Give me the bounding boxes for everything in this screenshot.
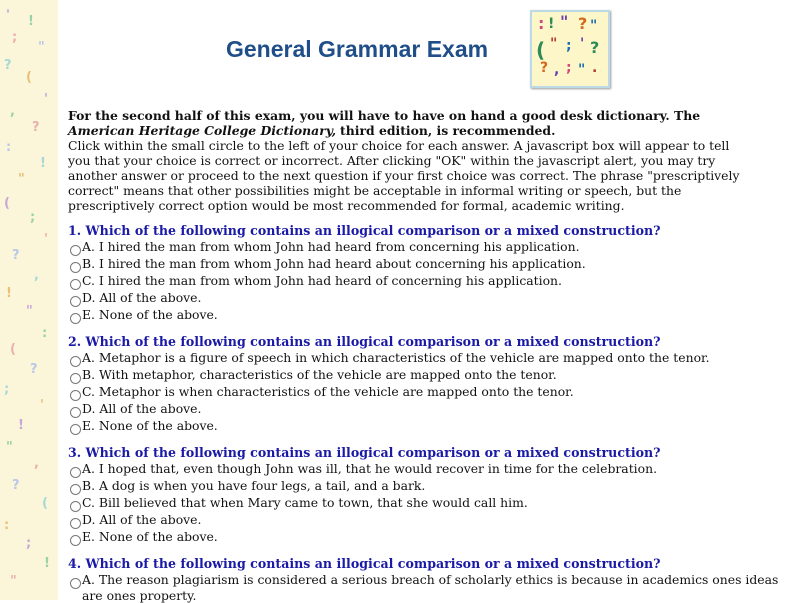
question-text: 1. Which of the following contains an illogical comparison or a mixed construction? bbox=[68, 223, 661, 238]
answer-label: B. A dog is when you have four legs, a tail, and a bark. bbox=[82, 478, 426, 493]
answer-option bbox=[68, 307, 788, 324]
answer-option bbox=[68, 384, 788, 401]
answer-option bbox=[68, 572, 788, 603]
answer-option bbox=[68, 256, 788, 273]
exam-content bbox=[68, 0, 788, 603]
answer-option bbox=[68, 239, 788, 256]
answer-label: E. None of the above. bbox=[82, 418, 218, 433]
answer-label: A. I hired the man from whom John had heard from concerning his application. bbox=[82, 239, 580, 254]
answer-radio[interactable] bbox=[70, 501, 81, 512]
answer-label: A. The reason plagiarism is considered a serious breach of scholarly ethics is because in academics ones ideas are ones property. bbox=[82, 572, 779, 603]
answer-label: E. None of the above. bbox=[82, 529, 218, 544]
answer-radio[interactable] bbox=[70, 390, 81, 401]
punctuation-logo-icon: : ! " ? " ( " ; ' ? ? , ; " . bbox=[530, 10, 610, 88]
question-3 bbox=[68, 445, 788, 546]
answer-radio[interactable] bbox=[70, 535, 81, 546]
intro-bold-2: third edition, is recommended. bbox=[340, 123, 556, 138]
page-header bbox=[68, 0, 788, 96]
answer-label: C. I hired the man from whom John had heard of concerning his application. bbox=[82, 273, 562, 288]
answer-label: C. Metaphor is when characteristics of the vehicle are mapped onto the tenor. bbox=[82, 384, 574, 399]
answer-option bbox=[68, 495, 788, 512]
question-text: 2. Which of the following contains an illogical comparison or a mixed construction? bbox=[68, 334, 661, 349]
question-text: 3. Which of the following contains an illogical comparison or a mixed construction? bbox=[68, 445, 661, 460]
answer-option bbox=[68, 401, 788, 418]
answer-label: A. I hoped that, even though John was ill, that he would recover in time for the celebration. bbox=[82, 461, 658, 476]
answer-option bbox=[68, 529, 788, 546]
answer-radio[interactable] bbox=[70, 407, 81, 418]
answer-radio[interactable] bbox=[70, 373, 81, 384]
answer-label: B. I hired the man from whom John had heard about concerning his application. bbox=[82, 256, 586, 271]
answer-option bbox=[68, 350, 788, 367]
answer-option bbox=[68, 367, 788, 384]
dictionary-name: American Heritage College Dictionary, bbox=[68, 123, 337, 138]
intro-bold-1: For the second half of this exam, you will have to have on hand a good desk dictionary. The bbox=[68, 108, 701, 123]
answer-label: C. Bill believed that when Mary came to town, that she would call him. bbox=[82, 495, 528, 510]
answer-radio[interactable] bbox=[70, 518, 81, 529]
answer-label: B. With metaphor, characteristics of the vehicle are mapped onto the tenor. bbox=[82, 367, 557, 382]
answer-label: D. All of the above. bbox=[82, 290, 202, 305]
answer-radio[interactable] bbox=[70, 279, 81, 290]
intro-notice bbox=[68, 108, 744, 138]
answer-radio[interactable] bbox=[70, 245, 81, 256]
answer-option bbox=[68, 290, 788, 307]
answer-radio[interactable] bbox=[70, 424, 81, 435]
answer-option bbox=[68, 273, 788, 290]
answer-option bbox=[68, 461, 788, 478]
intro-section bbox=[68, 108, 744, 213]
answer-option bbox=[68, 512, 788, 529]
answer-radio[interactable] bbox=[70, 578, 81, 589]
answer-label: E. None of the above. bbox=[82, 307, 218, 322]
question-2 bbox=[68, 334, 788, 435]
answer-label: D. All of the above. bbox=[82, 512, 202, 527]
answer-label: A. Metaphor is a figure of speech in which characteristics of the vehicle are mapped onto the tenor. bbox=[82, 350, 710, 365]
answer-option bbox=[68, 478, 788, 495]
question-1 bbox=[68, 223, 788, 324]
question-text: 4. Which of the following contains an illogical comparison or a mixed construction? bbox=[68, 556, 661, 571]
question-4 bbox=[68, 556, 788, 603]
page-title: General Grammar Exam bbox=[226, 36, 489, 62]
intro-instructions: Click within the small circle to the left of your choice for each answer. A javascript box will appear to tell you that your choice is correct or incorrect. After clicking "OK" within the javascript alert, you may try another answer or proceed to the next question if your first choice was correct. The phrase "prescriptively correct" means that other possibilities might be acceptable in informal writing or speech, but the prescriptively correct option would be most recommended for formal, academic writing. bbox=[68, 138, 740, 213]
answer-label: D. All of the above. bbox=[82, 401, 202, 416]
answer-radio[interactable] bbox=[70, 313, 81, 324]
answer-radio[interactable] bbox=[70, 484, 81, 495]
answer-option bbox=[68, 418, 788, 435]
decorative-punctuation-strip: ' ! ; " ? ( ' , ? : ! " ( ; ' ? , ! " : ( ? ; ' ! " , ? ( : ; ! " bbox=[0, 0, 58, 600]
answer-radio[interactable] bbox=[70, 262, 81, 273]
answer-radio[interactable] bbox=[70, 356, 81, 367]
answer-radio[interactable] bbox=[70, 467, 81, 478]
answer-radio[interactable] bbox=[70, 296, 81, 307]
